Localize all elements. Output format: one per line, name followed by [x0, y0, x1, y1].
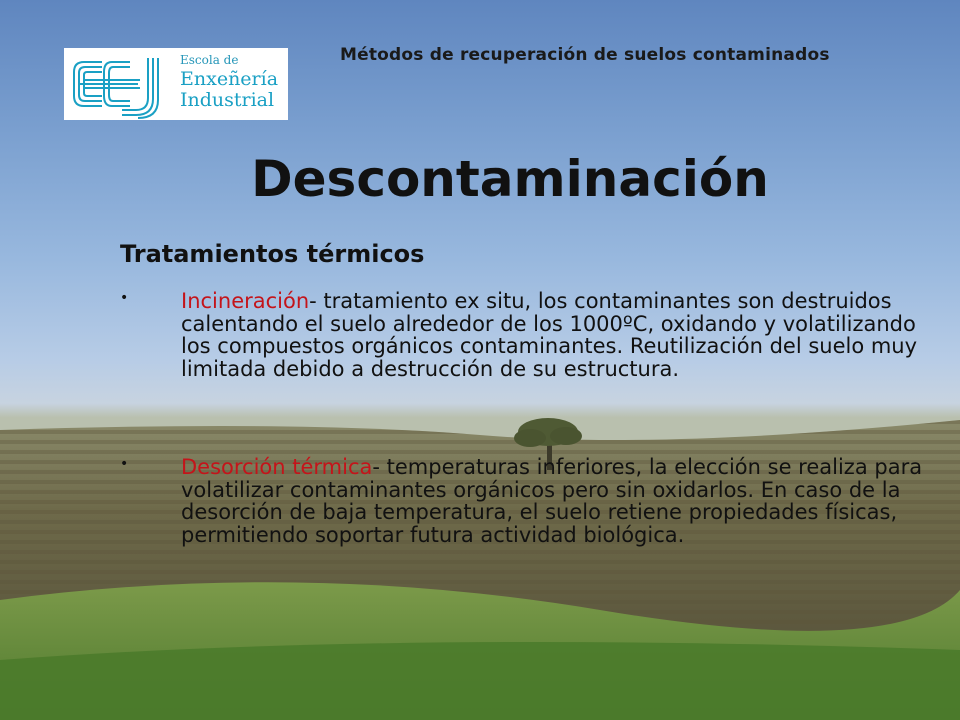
bullet-text — [181, 456, 926, 546]
logo-line-2: Enxeñería — [180, 68, 279, 90]
school-logo — [64, 48, 288, 120]
logo-text — [180, 54, 278, 110]
logo-line-3: Industrial — [180, 89, 275, 111]
bullet-term: Desorción térmica — [181, 455, 373, 479]
section-subtitle: Tratamientos térmicos — [120, 240, 425, 268]
logo-line-1: Escola de — [180, 53, 239, 67]
slide-title: Descontaminación — [251, 150, 769, 208]
bullet-term: Incineración — [181, 289, 310, 313]
slide-header: Métodos de recuperación de suelos contaminados — [340, 45, 830, 65]
bullet-description: - tratamiento ex situ, los contaminantes son destruidos calentando el suelo alrededor de los 1000ºC, oxidando y volatilizando los compuestos orgánicos contaminantes. Reutilización del suelo muy limitada debido a destrucción de su estructura. — [181, 289, 918, 381]
bullet-text — [181, 290, 926, 380]
eej-logo-mark-icon — [64, 48, 174, 120]
bullet-icon: • — [120, 456, 129, 472]
bullet-description: - temperaturas inferiores, la elección se realiza para volatilizar contaminantes orgánicos pero sin oxidarlos. En caso de la desorción de baja temperatura, el suelo retiene propiedades físicas, permitiendo soportar futura actividad biológica. — [181, 455, 923, 547]
bullet-icon: • — [120, 290, 129, 306]
